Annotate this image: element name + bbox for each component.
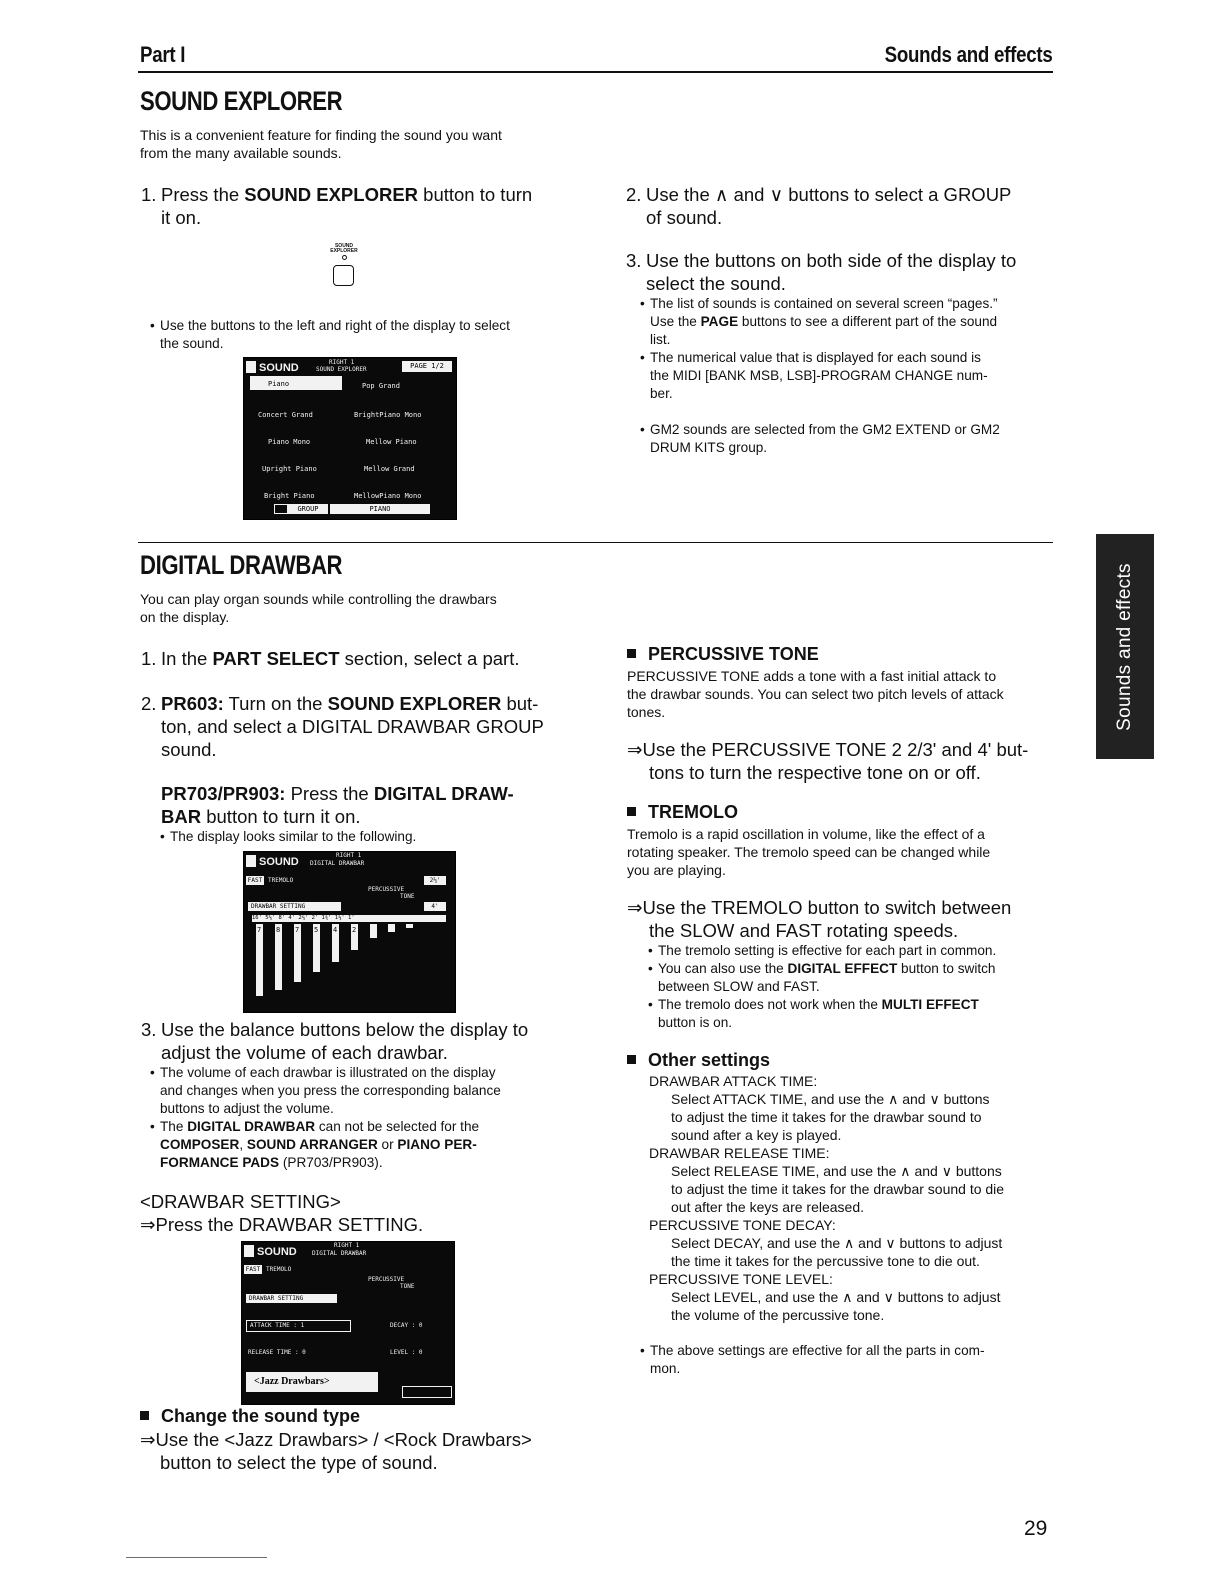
sound-explorer-step-3: 3. Use the buttons on both side of the display to select the sound.	[626, 250, 1017, 294]
percussive-tone-instruction: ⇒Use the PERCUSSIVE TONE 2 2/3' and 4' but- tons to turn the respective tone on or off.	[627, 739, 1029, 783]
tone-label: TONE	[400, 1283, 415, 1290]
drawbar-step-3: 3. Use the balance buttons below the display to adjust the volume of each drawbar.	[141, 1019, 529, 1063]
drawbar-graphic	[254, 924, 444, 1006]
drawbar-setting-button[interactable]: DRAWBAR SETTING	[246, 1294, 337, 1303]
tremolo-title: TREMOLO	[627, 801, 738, 823]
display-logo-icon	[246, 361, 256, 373]
sound-explorer-step-2: 2. Use the ∧ and ∨ buttons to select a GROUP of sound.	[626, 184, 1012, 228]
header-part: Part I	[140, 42, 186, 67]
drawbar-step-2b: PR703/PR903: Press the DIGITAL DRAW- BAR button to turn it on.	[161, 783, 514, 827]
drawbar-setting-button[interactable]: DRAWBAR SETTING	[248, 902, 341, 911]
fast-button[interactable]: FAST	[247, 877, 263, 884]
updown-arrow-icon[interactable]	[274, 504, 288, 514]
square-bullet-icon	[627, 1055, 636, 1064]
display-mode: DIGITAL DRAWBAR	[310, 860, 365, 867]
sound-item-left-5[interactable]: Bright Piano	[264, 492, 315, 500]
percussive-2-button[interactable]: 2⅔'	[424, 876, 446, 885]
sound-item-left-3[interactable]: Piano Mono	[268, 438, 311, 446]
section-title-sound-explorer: SOUND EXPLORER	[140, 86, 343, 116]
drawbar-step-3-notes: • The volume of each drawbar is illustrated on the display and changes when you press the corresponding balance buttons to adjust the volume. • The DIGITAL DRAWBAR can not be selected for the COMPOSER, SOUND ARRANGER or PIANO PER- FORMANCE PADS (PR703/PR903).	[150, 1065, 501, 1170]
display-part: RIGHT 1	[336, 852, 362, 859]
tremolo-body: Tremolo is a rapid oscillation in volume, like the effect of a rotating speaker. The tremolo speed can be changed while you are playing.	[627, 826, 991, 878]
sound-explorer-button-caption: SOUND EXPLORER	[324, 244, 364, 260]
side-tab	[1096, 534, 1154, 759]
svg-text:2: 2	[352, 926, 357, 934]
percussive-4-button[interactable]: 4'	[424, 902, 446, 911]
page-number: 29	[1024, 1517, 1048, 1540]
digital-drawbar-intro: You can play organ sounds while controlling the drawbars on the display.	[140, 591, 497, 625]
percussive-tone-title: PERCUSSIVE TONE	[627, 643, 819, 665]
jazz-drawbars-button[interactable]: <Jazz Drawbars>	[246, 1372, 378, 1392]
display-title: SOUND	[259, 856, 299, 868]
change-sound-type-title: Change the sound type	[140, 1405, 360, 1427]
side-tab-label: Sounds and effects	[1114, 562, 1135, 731]
tremolo-label: TREMOLO	[268, 877, 294, 884]
drawbar-setting-display	[241, 1241, 455, 1405]
display-mode: DIGITAL DRAWBAR	[312, 1250, 367, 1257]
sound-item-right-2[interactable]: BrightPiano Mono	[354, 411, 422, 419]
sound-item-left-2[interactable]: Concert Grand	[258, 411, 313, 419]
section-title-digital-drawbar: DIGITAL DRAWBAR	[140, 550, 343, 580]
footer-link-line	[126, 1557, 267, 1558]
group-value[interactable]: PIANO	[330, 504, 430, 514]
percussive-label: PERCUSSIVE	[368, 1276, 405, 1283]
square-bullet-icon	[140, 1411, 149, 1420]
other-settings-title: Other settings	[627, 1049, 770, 1071]
display-part: RIGHT 1	[334, 1242, 360, 1249]
display-title: SOUND	[259, 362, 299, 374]
drawbar-setting-heading: <DRAWBAR SETTING> ⇒Press the DRAWBAR SETTING.	[140, 1191, 424, 1235]
attack-time-button[interactable]: ATTACK TIME : 1	[246, 1320, 351, 1332]
drawbar-display-note: • The display looks similar to the following.	[160, 829, 417, 844]
sound-explorer-step-1: 1. Press the SOUND EXPLORER button to turn it on.	[141, 184, 533, 228]
percussive-tone-body: PERCUSSIVE TONE adds a tone with a fast initial attack to the drawbar sounds. You can select two pitch levels of attack tones.	[627, 668, 1004, 720]
svg-text:7: 7	[295, 926, 300, 934]
sound-explorer-intro: This is a convenient feature for finding the sound you want from the many available sounds.	[140, 127, 502, 161]
group-label: GROUP	[288, 504, 328, 514]
level-button[interactable]: LEVEL : 0	[390, 1349, 423, 1356]
sound-explorer-bullets: • The list of sounds is contained on several screen “pages.” Use the PAGE buttons to see a different part of the sound list. • The numerical value that is displayed for each sound is the MIDI [BANK MSB, LSB]-PROGRAM CHANGE num- ber. • GM2 sounds are selected from the GM2 EXTEND or GM2 DRUM KITS group.	[640, 296, 1000, 455]
drawbar-footages: 16' 5⅓' 8' 4' 2⅔' 2' 1⅗' 1⅓' 1'	[252, 915, 446, 922]
sound-item-left-1[interactable]: Piano	[250, 376, 342, 390]
other-settings-list: DRAWBAR ATTACK TIME: Select ATTACK TIME, and use the ∧ and ∨ buttons to adjust the time it takes for the drawbar sound to sound after a key is played. DRAWBAR RELEASE TIME: Select RELEASE TIME, and use the ∧ and ∨ buttons to adjust the time it takes for the drawbar sound to die out after the keys are released. PERCUSSIVE TONE DECAY: Select DECAY, and use the ∧ and ∨ buttons to adjust the time it takes for the percussive tone to die out. PERCUSSIVE TONE LEVEL: Select LEVEL, and use the ∧ and ∨ buttons to adjust the volume of the percussive tone.	[649, 1073, 1005, 1323]
updown-arrow-icon[interactable]	[402, 1386, 452, 1398]
decay-button[interactable]: DECAY : 0	[390, 1322, 423, 1329]
change-sound-type-text: ⇒Use the <Jazz Drawbars> / <Rock Drawbars> button to select the type of sound.	[140, 1429, 532, 1473]
display-part: RIGHT 1	[329, 359, 355, 366]
tremolo-bullets: • The tremolo setting is effective for each part in common. • You can also use the DIGITAL EFFECT button to switch between SLOW and FAST. • The tremolo does not work when the MULTI EFFECT button is on.	[648, 943, 997, 1030]
percussive-label: PERCUSSIVE	[368, 886, 405, 893]
display-mode: SOUND EXPLORER	[316, 366, 367, 373]
square-bullet-icon	[627, 649, 636, 658]
display-logo-icon	[244, 1245, 254, 1257]
svg-text:4: 4	[333, 926, 338, 934]
tone-label: TONE	[400, 893, 415, 900]
header-rule	[138, 71, 1053, 73]
fast-button[interactable]: FAST	[245, 1266, 261, 1273]
svg-text:7: 7	[257, 926, 262, 934]
sound-explorer-button[interactable]	[333, 265, 354, 286]
display-title: SOUND	[257, 1246, 297, 1258]
header-section: Sounds and effects	[885, 42, 1053, 67]
sound-explorer-display	[243, 357, 457, 520]
sound-item-left-4[interactable]: Upright Piano	[262, 465, 317, 473]
sound-item-right-1[interactable]: Pop Grand	[362, 382, 400, 390]
release-time-button[interactable]: RELEASE TIME : 0	[248, 1349, 306, 1356]
square-bullet-icon	[627, 807, 636, 816]
section-divider	[138, 542, 1053, 543]
drawbar-step-2: 2. PR603: Turn on the SOUND EXPLORER but- ton, and select a DIGITAL DRAWBAR GROUP sound.	[141, 693, 544, 760]
sound-item-right-4[interactable]: Mellow Grand	[364, 465, 415, 473]
svg-text:5: 5	[314, 926, 319, 934]
tremolo-instruction: ⇒Use the TREMOLO button to switch between the SLOW and FAST rotating speeds.	[627, 897, 1012, 941]
svg-text:8: 8	[276, 926, 281, 934]
sound-explorer-note: • Use the buttons to the left and right of the display to select the sound.	[150, 318, 510, 351]
tremolo-label: TREMOLO	[266, 1266, 292, 1273]
sound-item-right-5[interactable]: MellowPiano Mono	[354, 492, 422, 500]
page-button[interactable]: PAGE 1/2	[402, 361, 452, 372]
other-settings-note: • The above settings are effective for all the parts in com- mon.	[640, 1343, 985, 1376]
led-icon	[342, 255, 347, 260]
sound-item-right-3[interactable]: Mellow Piano	[366, 438, 417, 446]
drawbar-step-1: 1. In the PART SELECT section, select a part.	[141, 648, 520, 669]
display-logo-icon	[246, 855, 256, 867]
drawbar-display	[243, 851, 456, 1013]
